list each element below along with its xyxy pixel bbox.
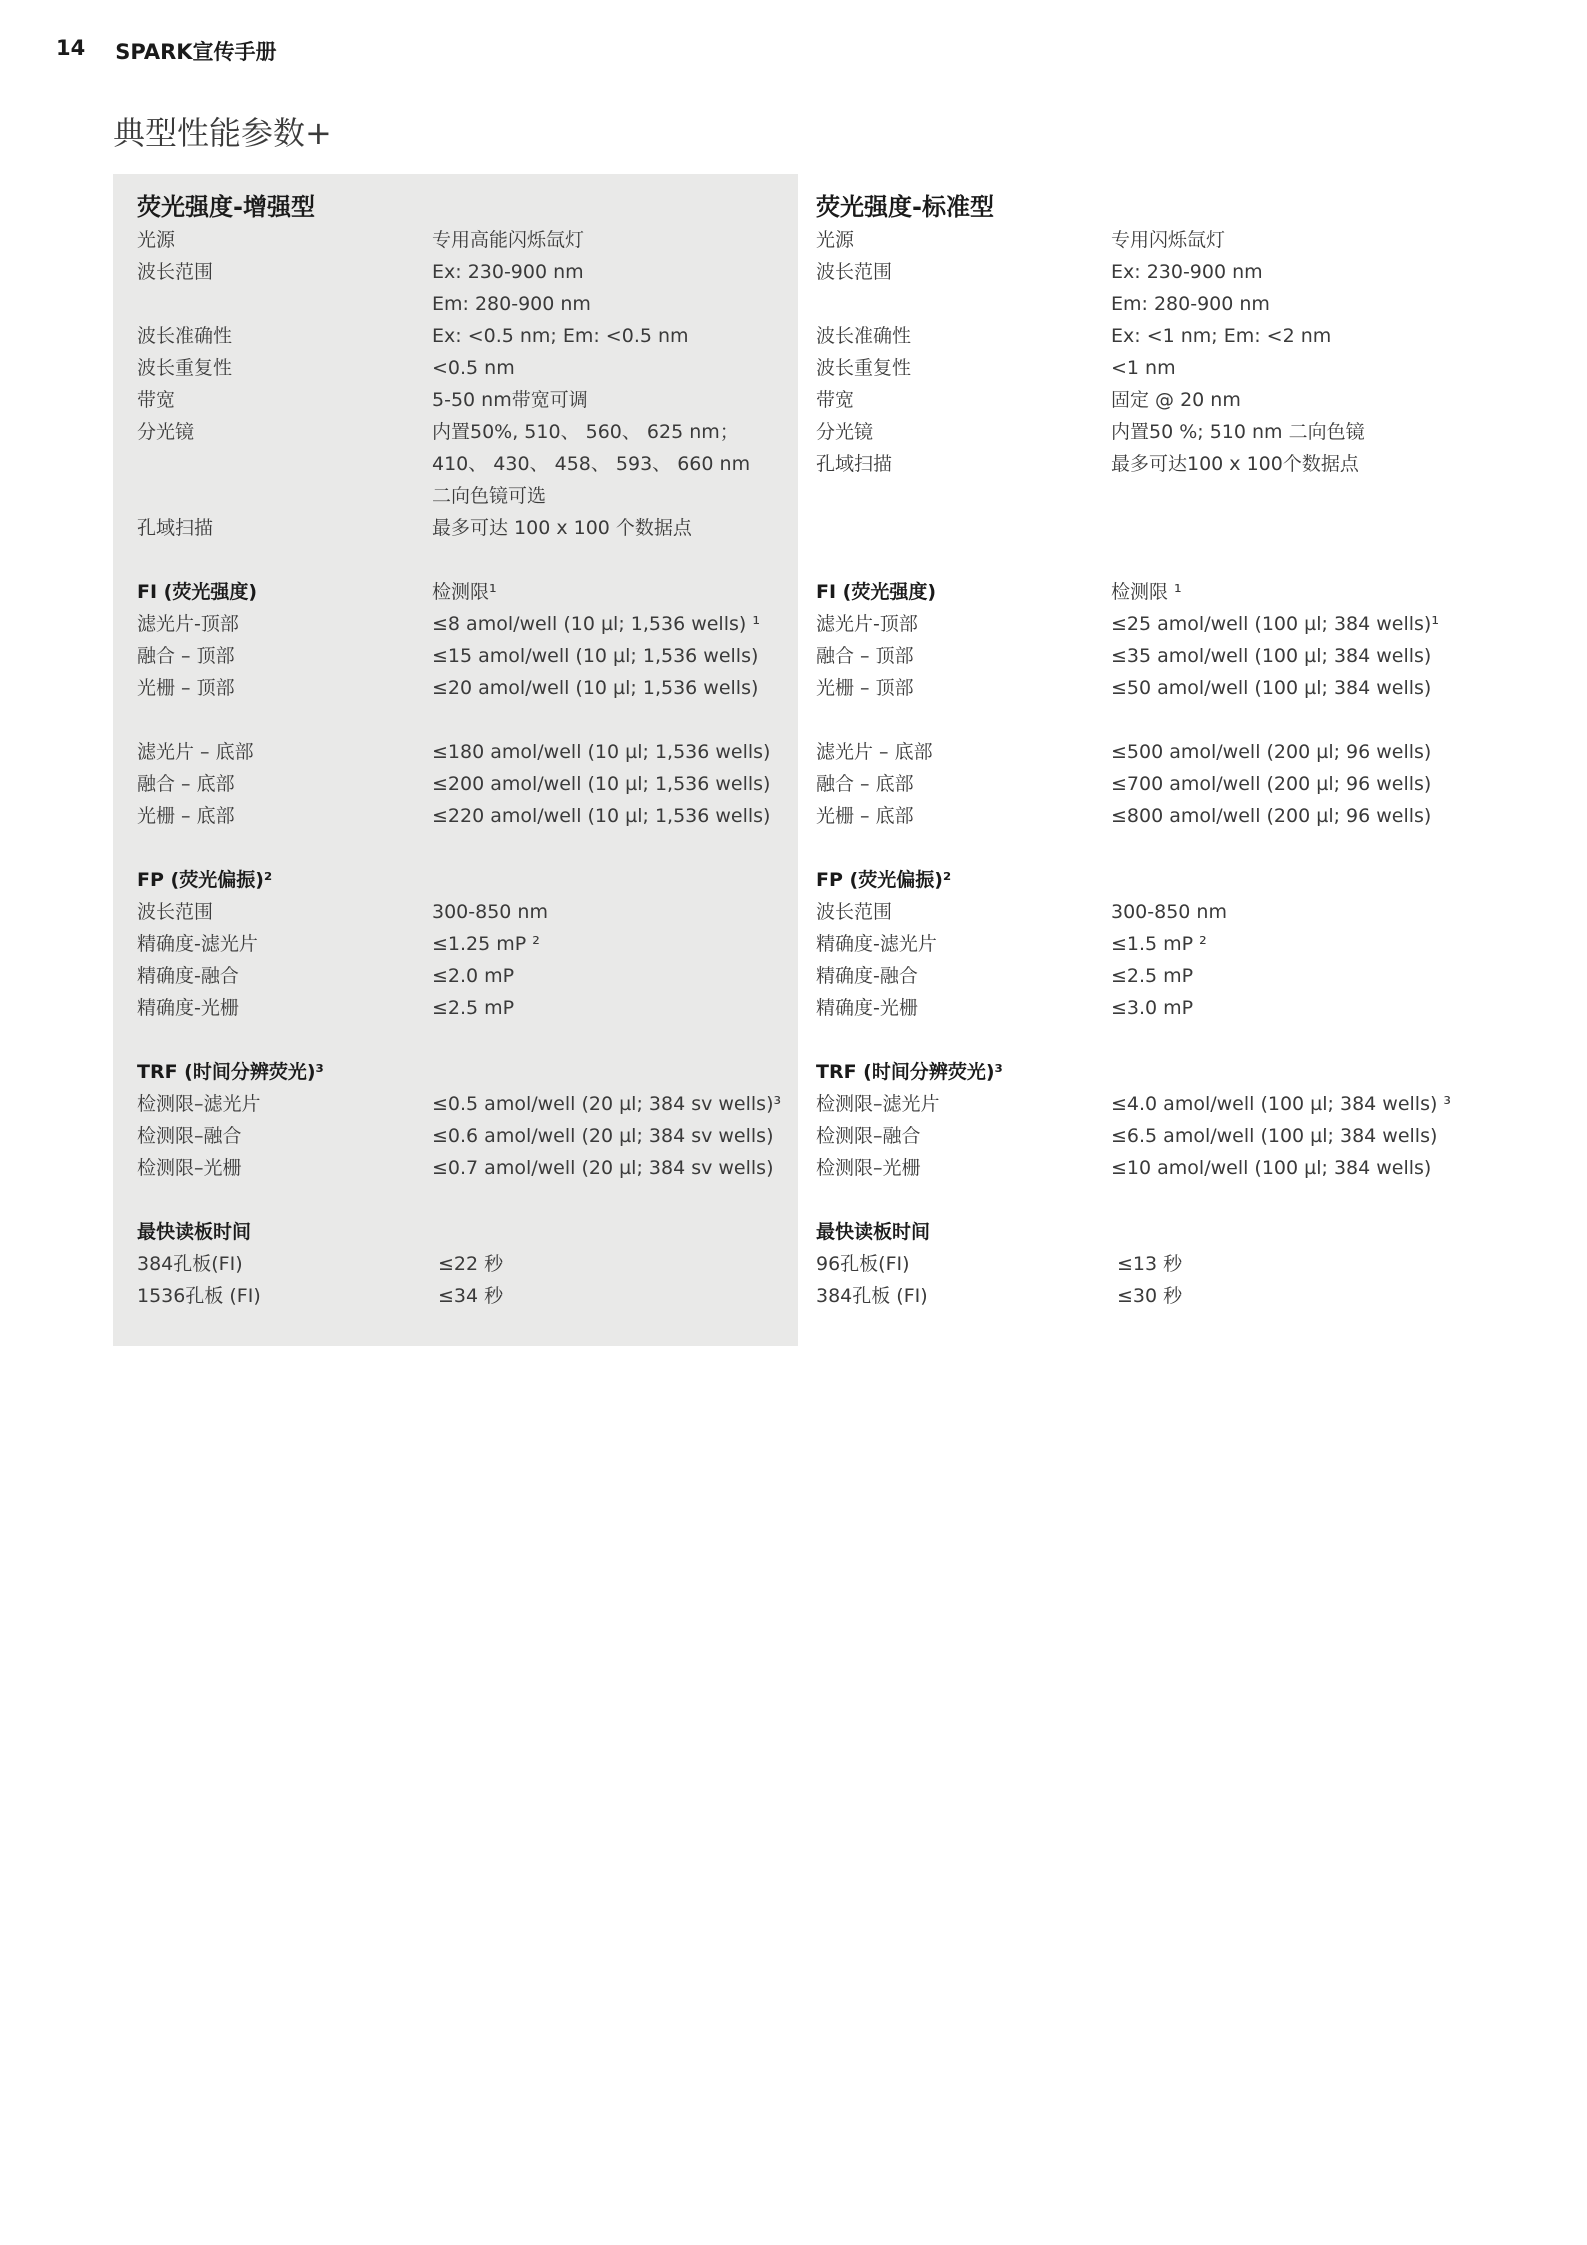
spec-blocks — [816, 224, 1476, 1312]
section-heading: FI (荧光强度) — [137, 581, 258, 603]
spec-row — [816, 224, 1476, 256]
spec-row — [137, 512, 797, 544]
spec-row — [137, 448, 797, 480]
section-spacer — [137, 1024, 797, 1056]
spec-label: 光源 — [137, 229, 176, 251]
spec-row — [137, 352, 797, 384]
section-spacer — [816, 1024, 1476, 1056]
spec-label: 滤光片-顶部 — [137, 613, 239, 635]
spec-label: 精确度-光栅 — [816, 997, 918, 1019]
column-title: 荧光强度-标准型 — [816, 193, 994, 221]
section-spacer — [816, 1184, 1476, 1216]
section-heading: FP (荧光偏振)² — [816, 869, 952, 891]
spec-row — [137, 800, 797, 832]
spec-label: 检测限–滤光片 — [137, 1093, 261, 1115]
spec-value: ≤0.5 amol/well (20 µl; 384 sv wells)³ — [432, 1093, 782, 1115]
spec-value: Em: 280-900 nm — [1111, 293, 1270, 315]
spec-row — [816, 1248, 1476, 1280]
section-heading: 最快读板时间 — [816, 1221, 931, 1243]
spec-value: Ex: <1 nm; Em: <2 nm — [1111, 325, 1332, 347]
section-heading-row — [137, 1216, 797, 1248]
spec-value: ≤180 amol/well (10 µl; 1,536 wells) — [432, 741, 771, 763]
section-heading-note — [1111, 1056, 1476, 1088]
spec-value: ≤22 秒 — [438, 1253, 504, 1275]
spec-row — [137, 1280, 797, 1312]
spec-value: ≤800 amol/well (200 µl; 96 wells) — [1111, 805, 1432, 827]
spec-value: 内置50%, 510、 560、 625 nm； — [432, 421, 739, 443]
spec-value: 专用闪烁氙灯 — [1111, 229, 1226, 251]
spec-label: 精确度-滤光片 — [816, 933, 937, 955]
spec-row — [137, 1248, 797, 1280]
spec-row — [137, 896, 797, 928]
spec-label: 滤光片 – 底部 — [816, 741, 933, 763]
spec-label: 检测限–滤光片 — [816, 1093, 940, 1115]
spec-row — [137, 288, 797, 320]
spec-row — [816, 992, 1476, 1024]
spec-row — [137, 960, 797, 992]
spec-value: ≤15 amol/well (10 µl; 1,536 wells) — [432, 645, 759, 667]
spec-label: 96孔板(FI) — [816, 1253, 910, 1275]
spec-value: 300-850 nm — [1111, 901, 1227, 923]
spec-label: 波长准确性 — [137, 325, 233, 347]
spec-row — [137, 320, 797, 352]
spec-value: 内置50 %; 510 nm 二向色镜 — [1111, 421, 1365, 443]
spec-label: 精确度-滤光片 — [137, 933, 258, 955]
section-heading: FI (荧光强度) — [816, 581, 937, 603]
spec-row — [137, 992, 797, 1024]
spec-value: ≤2.5 mP — [1111, 965, 1194, 987]
spec-value: ≤0.6 amol/well (20 µl; 384 sv wells) — [432, 1125, 774, 1147]
page-number: 14 — [56, 36, 86, 60]
spec-row — [137, 672, 797, 704]
spec-row — [816, 800, 1476, 832]
spec-label — [816, 480, 1111, 512]
spec-row — [816, 320, 1476, 352]
spec-label: 检测限–光栅 — [816, 1157, 921, 1179]
column-title: 荧光强度-增强型 — [137, 193, 315, 221]
spec-label: 融合 – 底部 — [137, 773, 235, 795]
spec-value: ≤8 amol/well (10 µl; 1,536 wells) ¹ — [432, 613, 760, 635]
spec-row — [816, 416, 1476, 448]
spec-row — [137, 768, 797, 800]
section-spacer — [137, 544, 797, 576]
spec-value: ≤3.0 mP — [1111, 997, 1194, 1019]
spec-label: 融合 – 顶部 — [137, 645, 235, 667]
spec-value: 二向色镜可选 — [432, 485, 547, 507]
spec-label: 384孔板 (FI) — [816, 1285, 928, 1307]
spec-row — [816, 960, 1476, 992]
spec-row — [137, 928, 797, 960]
spec-value: 最多可达 100 x 100 个数据点 — [432, 517, 692, 539]
spec-label: 波长范围 — [816, 901, 893, 923]
section-heading-note: 检测限 ¹ — [1111, 581, 1182, 603]
spec-row — [137, 736, 797, 768]
spec-value: ≤30 秒 — [1117, 1285, 1183, 1307]
spec-label — [137, 288, 432, 320]
section-heading-row — [137, 1056, 797, 1088]
spec-value: Ex: <0.5 nm; Em: <0.5 nm — [432, 325, 689, 347]
spec-label: 精确度-光栅 — [137, 997, 239, 1019]
spec-label: 检测限–融合 — [137, 1125, 242, 1147]
spec-row — [816, 1152, 1476, 1184]
spec-label: 波长重复性 — [816, 357, 912, 379]
spec-label: 带宽 — [816, 389, 855, 411]
spec-value: ≤13 秒 — [1117, 1253, 1183, 1275]
spec-value: 固定 @ 20 nm — [1111, 389, 1241, 411]
section-spacer — [137, 704, 797, 736]
spec-label: 波长范围 — [137, 901, 214, 923]
spec-value: ≤700 amol/well (200 µl; 96 wells) — [1111, 773, 1432, 795]
section-heading: FP (荧光偏振)² — [137, 869, 273, 891]
section-heading-row — [816, 864, 1476, 896]
spec-row — [816, 1280, 1476, 1312]
spec-label: 精确度-融合 — [137, 965, 239, 987]
spec-value: Ex: 230-900 nm — [1111, 261, 1263, 283]
spec-value: ≤6.5 amol/well (100 µl; 384 wells) — [1111, 1125, 1438, 1147]
spec-value: ≤500 amol/well (200 µl; 96 wells) — [1111, 741, 1432, 763]
spec-label: 384孔板(FI) — [137, 1253, 243, 1275]
section-heading: TRF (时间分辨荧光)³ — [137, 1061, 324, 1083]
spec-row — [816, 896, 1476, 928]
spec-label: 检测限–光栅 — [137, 1157, 242, 1179]
spec-value: 300-850 nm — [432, 901, 548, 923]
section-heading-row — [816, 576, 1476, 608]
section-heading-note — [1111, 1216, 1476, 1248]
spec-value: Em: 280-900 nm — [432, 293, 591, 315]
spec-value: ≤0.7 amol/well (20 µl; 384 sv wells) — [432, 1157, 774, 1179]
section-spacer — [816, 704, 1476, 736]
spec-value: ≤35 amol/well (100 µl; 384 wells) — [1111, 645, 1432, 667]
spec-label: 滤光片-顶部 — [816, 613, 918, 635]
spec-label: 融合 – 底部 — [816, 773, 914, 795]
spec-value: ≤220 amol/well (10 µl; 1,536 wells) — [432, 805, 771, 827]
spec-label: 光栅 – 顶部 — [816, 677, 914, 699]
section-spacer — [816, 544, 1476, 576]
section-heading-row — [816, 1056, 1476, 1088]
spec-label: 分光镜 — [137, 421, 195, 443]
spec-value: ≤34 秒 — [438, 1285, 504, 1307]
spec-value: <0.5 nm — [432, 357, 515, 379]
spec-label: 融合 – 顶部 — [816, 645, 914, 667]
spec-label — [137, 480, 432, 512]
spec-row — [816, 928, 1476, 960]
spec-row — [137, 256, 797, 288]
section-heading-note: 检测限¹ — [432, 581, 497, 603]
spec-value: ≤2.5 mP — [432, 997, 515, 1019]
spec-label: 带宽 — [137, 389, 176, 411]
spec-value: ≤50 amol/well (100 µl; 384 wells) — [1111, 677, 1432, 699]
spec-row — [137, 224, 797, 256]
spec-row — [816, 448, 1476, 480]
section-heading-note — [432, 864, 797, 896]
spec-label: 光栅 – 底部 — [816, 805, 914, 827]
section-spacer — [816, 832, 1476, 864]
spec-value: ≤20 amol/well (10 µl; 1,536 wells) — [432, 677, 759, 699]
spec-value: ≤200 amol/well (10 µl; 1,536 wells) — [432, 773, 771, 795]
spec-blocks — [137, 224, 797, 1312]
spec-value — [1111, 480, 1476, 512]
section-spacer — [137, 832, 797, 864]
spec-value: <1 nm — [1111, 357, 1176, 379]
spec-label: 光栅 – 底部 — [137, 805, 235, 827]
spec-row — [816, 768, 1476, 800]
spec-row — [816, 352, 1476, 384]
section-heading-note — [432, 1216, 797, 1248]
section-heading-row — [137, 864, 797, 896]
spec-value: ≤4.0 amol/well (100 µl; 384 wells) ³ — [1111, 1093, 1452, 1115]
spec-label: 波长准确性 — [816, 325, 912, 347]
spec-row — [816, 736, 1476, 768]
spec-row — [816, 384, 1476, 416]
spec-row — [137, 480, 797, 512]
spec-value: 最多可达100 x 100个数据点 — [1111, 453, 1359, 475]
spec-label: 分光镜 — [816, 421, 874, 443]
spec-label — [816, 288, 1111, 320]
spec-label: 孔域扫描 — [137, 517, 214, 539]
spec-value: 5-50 nm带宽可调 — [432, 389, 588, 411]
spec-label — [137, 448, 432, 480]
spec-row — [137, 608, 797, 640]
spec-row — [137, 640, 797, 672]
spec-value: ≤1.25 mP ² — [432, 933, 540, 955]
spec-row — [816, 672, 1476, 704]
spec-value: ≤25 amol/well (100 µl; 384 wells)¹ — [1111, 613, 1439, 635]
spec-row — [816, 256, 1476, 288]
spec-row — [816, 1120, 1476, 1152]
spec-row — [137, 1120, 797, 1152]
spec-value: 专用高能闪烁氙灯 — [432, 229, 585, 251]
spec-row — [816, 608, 1476, 640]
section-heading-note — [432, 1056, 797, 1088]
spec-column-standard — [816, 190, 1476, 1312]
section-heading-note — [1111, 864, 1476, 896]
page-header — [56, 36, 277, 66]
spec-label: 光栅 – 顶部 — [137, 677, 235, 699]
spec-label: 波长范围 — [816, 261, 893, 283]
spec-label: 滤光片 – 底部 — [137, 741, 254, 763]
spec-row — [816, 640, 1476, 672]
spec-value — [1111, 512, 1476, 544]
page-title: 典型性能参数+ — [113, 114, 332, 152]
spec-label: 孔域扫描 — [816, 453, 893, 475]
section-heading: 最快读板时间 — [137, 1221, 252, 1243]
section-spacer — [137, 1184, 797, 1216]
spec-label: 精确度-融合 — [816, 965, 918, 987]
spec-row — [137, 416, 797, 448]
spec-label: 波长重复性 — [137, 357, 233, 379]
section-heading: TRF (时间分辨荧光)³ — [816, 1061, 1003, 1083]
spec-row — [137, 1152, 797, 1184]
spec-value: 410、 430、 458、 593、 660 nm — [432, 453, 751, 475]
spec-label: 1536孔板 (FI) — [137, 1285, 261, 1307]
spec-label: 光源 — [816, 229, 855, 251]
spec-value: Ex: 230-900 nm — [432, 261, 584, 283]
spec-value: ≤10 amol/well (100 µl; 384 wells) — [1111, 1157, 1432, 1179]
spec-value: ≤1.5 mP ² — [1111, 933, 1207, 955]
spec-label — [816, 512, 1111, 544]
spec-label: 波长范围 — [137, 261, 214, 283]
spec-row — [137, 384, 797, 416]
spec-row — [816, 512, 1476, 544]
section-heading-row — [816, 1216, 1476, 1248]
spec-label: 检测限–融合 — [816, 1125, 921, 1147]
spec-row — [816, 288, 1476, 320]
spec-row — [816, 480, 1476, 512]
document-title: SPARK宣传手册 — [115, 40, 277, 64]
spec-row — [816, 1088, 1476, 1120]
spec-row — [137, 1088, 797, 1120]
section-heading-row — [137, 576, 797, 608]
spec-column-enhanced — [137, 190, 797, 1312]
spec-value: ≤2.0 mP — [432, 965, 515, 987]
